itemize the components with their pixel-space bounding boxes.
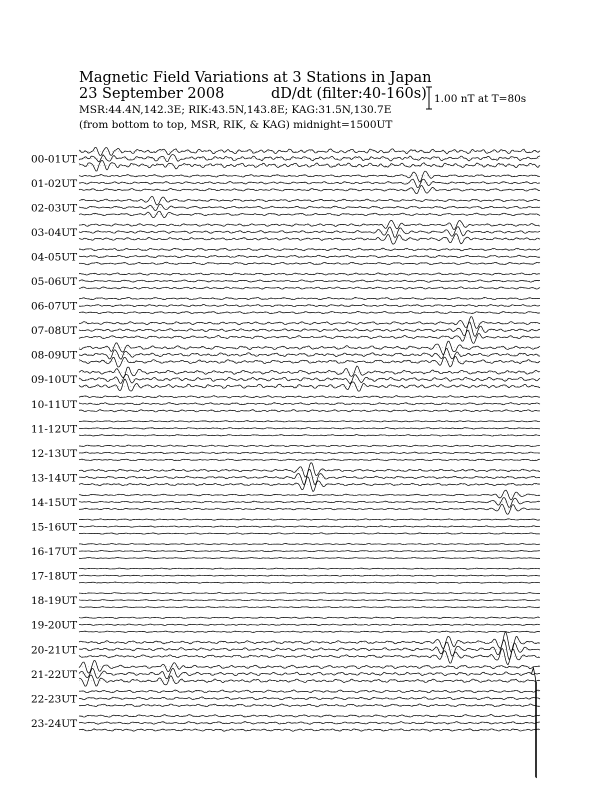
trace-KAG-08-09UT <box>79 341 540 355</box>
row-label-04-05UT: 04-05UT <box>31 251 78 264</box>
trace-RIK-01-02UT <box>79 179 540 187</box>
component-label: dD/dt (filter:40-160s) <box>271 86 427 102</box>
row-label-08-09UT: 08-09UT <box>31 349 78 362</box>
trace-RIK-16-17UT <box>79 550 540 551</box>
row-label-05-06UT: 05-06UT <box>31 276 78 289</box>
row-label-13-14UT: 13-14UT <box>31 472 78 485</box>
trace-RIK-19-20UT <box>79 624 540 625</box>
trace-MSR-20-21UT <box>79 648 540 664</box>
trace-KAG-14-15UT <box>79 490 540 500</box>
row-label-10-11UT: 10-11UT <box>31 398 78 411</box>
row-label-22-23UT: 22-23UT <box>31 693 78 706</box>
trace-MSR-06-07UT <box>79 311 540 313</box>
row-label-21-22UT: 21-22UT <box>31 668 78 681</box>
row-label-00-01UT: 00-01UT <box>31 153 78 166</box>
trace-rows <box>31 147 540 778</box>
row-label-12-13UT: 12-13UT <box>31 447 78 460</box>
trace-KAG-19-20UT <box>79 617 540 618</box>
row-label-23-24UT: 23-24UT <box>31 717 78 730</box>
trace-KAG-04-05UT <box>79 248 540 251</box>
row-label-19-20UT: 19-20UT <box>31 619 78 632</box>
scale-bar-label: 1.00 nT at T=80s <box>434 93 527 105</box>
row-label-16-17UT: 16-17UT <box>31 546 78 559</box>
trace-KAG-01-02UT <box>79 171 540 182</box>
trace-KAG-06-07UT <box>79 297 540 299</box>
trace-MSR-05-06UT <box>79 287 540 289</box>
trace-MSR-08-09UT <box>79 356 540 367</box>
trace-KAG-02-03UT <box>79 196 540 205</box>
row-label-14-15UT: 14-15UT <box>31 496 78 509</box>
trace-RIK-14-15UT <box>79 498 540 508</box>
trace-KAG-11-12UT <box>79 421 540 422</box>
trace-RIK-13-14UT <box>79 469 540 485</box>
row-label-18-19UT: 18-19UT <box>31 595 78 608</box>
row-label-20-21UT: 20-21UT <box>31 644 78 657</box>
date-label: 23 September 2008 <box>79 86 225 102</box>
trace-MSR-14-15UT <box>79 504 540 514</box>
trace-MSR-07-08UT <box>79 330 540 343</box>
trace-RIK-17-18UT <box>79 575 540 576</box>
row-label-01-02UT: 01-02UT <box>31 177 78 190</box>
trace-KAG-03-04UT <box>79 220 540 229</box>
trace-KAG-09-10UT <box>79 366 540 378</box>
trace-RIK-09-10UT <box>79 374 540 383</box>
row-label-06-07UT: 06-07UT <box>31 300 78 313</box>
trace-KAG-22-23UT <box>79 690 540 693</box>
trace-RIK-12-13UT <box>79 452 540 454</box>
trace-MSR-00-01UT <box>79 160 540 171</box>
row-label-03-04UT: 03-04UT <box>31 226 78 239</box>
trace-RIK-18-19UT <box>79 600 540 601</box>
row-label-15-16UT: 15-16UT <box>31 521 78 534</box>
trace-RIK-11-12UT <box>79 428 540 429</box>
trace-MSR-17-18UT <box>79 582 540 583</box>
trace-KAG-18-19UT <box>79 593 540 594</box>
trace-MSR-09-10UT <box>79 379 540 391</box>
trace-MSR-01-02UT <box>79 185 540 193</box>
row-label-09-10UT: 09-10UT <box>31 374 78 387</box>
trace-MSR-10-11UT <box>79 410 540 412</box>
trace-MSR-21-22UT <box>79 675 540 686</box>
station-coordinates: MSR:44.4N,142.3E; RIK:43.5N,143.8E; KAG:31.5N,130.7E <box>79 104 392 116</box>
trace-KAG-07-08UT <box>79 317 540 329</box>
trace-KAG-17-18UT <box>79 568 540 569</box>
trace-MSR-12-13UT <box>79 459 540 461</box>
trace-KAG-15-16UT <box>79 519 540 520</box>
row-label-07-08UT: 07-08UT <box>31 325 78 338</box>
row-label-17-18UT: 17-18UT <box>31 570 78 583</box>
trace-RIK-08-09UT <box>79 348 540 359</box>
row-label-11-12UT: 11-12UT <box>31 423 78 436</box>
trace-MSR-15-16UT <box>79 533 540 534</box>
scale-bar <box>426 87 432 109</box>
trace-RIK-15-16UT <box>79 526 540 527</box>
chart-title: Magnetic Field Variations at 3 Stations in Japan <box>79 70 432 86</box>
station-order-note: (from bottom to top, MSR, RIK, & KAG) midnight=1500UT <box>79 119 393 131</box>
row-label-02-03UT: 02-03UT <box>31 202 78 215</box>
trace-RIK-23-24UT <box>79 722 540 725</box>
trace-MSR-11-12UT <box>79 435 540 436</box>
trace-RIK-21-22UT <box>79 668 540 679</box>
trace-KAG-10-11UT <box>79 396 540 398</box>
trace-RIK-10-11UT <box>79 403 540 405</box>
